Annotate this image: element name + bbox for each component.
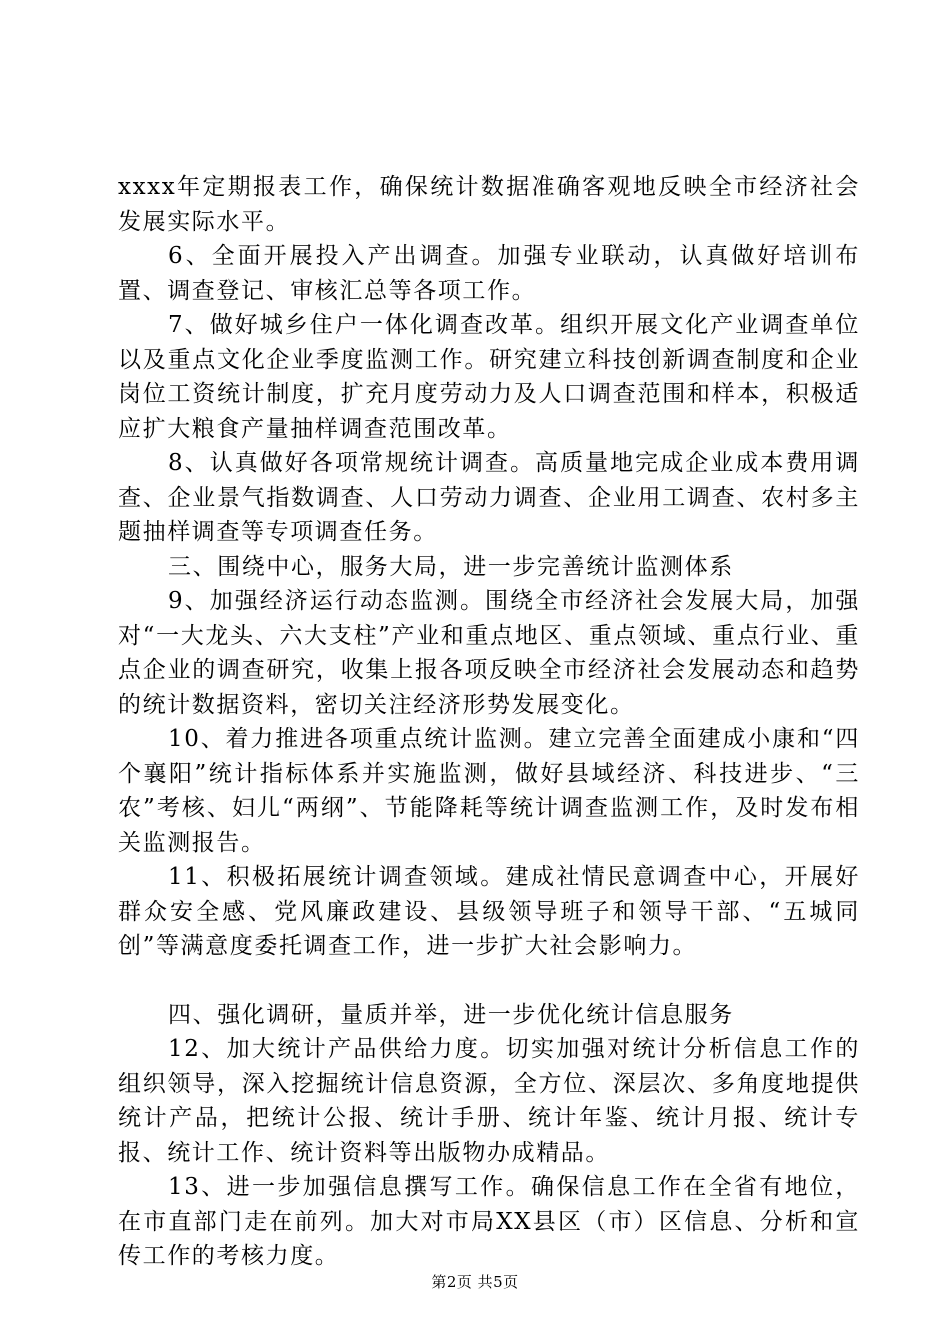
paragraph-item-12: 12、加大统计产品供给力度。切实加强对统计分析信息工作的组织领导，深入挖掘统计信息资源，全方位、深层次、多角度地提供统计产品，把统计公报、统计手册、统计年鉴、统计月报、统计专报、统计工作、统计资料等出版物办成精品。 [118, 1036, 860, 1166]
paragraph-continuation: xxxx年定期报表工作，确保统计数据准确客观地反映全市经济社会发展实际水平。 [118, 174, 860, 235]
document-body [118, 170, 860, 1274]
paragraph-item-13: 13、进一步加强信息撰写工作。确保信息工作在全省有地位，在市直部门走在前列。加大对市局XX县区（市）区信息、分析和宣传工作的考核力度。 [118, 1174, 860, 1269]
paragraph-item-6: 6、全面开展投入产出调查。加强专业联动，认真做好培训布置、调查登记、审核汇总等各项工作。 [118, 243, 860, 304]
paragraph-item-9: 9、加强经济运行动态监测。围绕全市经济社会发展大局，加强对“一大龙头、六大支柱”产业和重点地区、重点领域、重点行业、重点企业的调查研究，收集上报各项反映全市经济社会发展动态和趋势的统计数据资料，密切关注经济形势发展变化。 [118, 588, 860, 718]
page-number-footer: 第2页 共5页 [431, 1273, 519, 1291]
paragraph-item-11: 11、积极拓展统计调查领域。建成社情民意调查中心，开展好群众安全感、党风廉政建设、县级领导班子和领导干部、“五城同创”等满意度委托调查工作，进一步扩大社会影响力。 [118, 864, 860, 959]
section-heading-3: 三、围绕中心，服务大局，进一步完善统计监测体系 [168, 553, 734, 580]
paragraph-item-7: 7、做好城乡住户一体化调查改革。组织开展文化产业调查单位以及重点文化企业季度监测工作。研究建立科技创新调查制度和企业岗位工资统计制度，扩充月度劳动力及人口调查范围和样本，积极适应扩大粮食产量抽样调查范围改革。 [118, 312, 860, 442]
paragraph-item-8: 8、认真做好各项常规统计调查。高质量地完成企业成本费用调查、企业景气指数调查、人口劳动力调查、企业用工调查、农村多主题抽样调查等专项调查任务。 [118, 450, 860, 545]
section-heading-4: 四、强化调研，量质并举，进一步优化统计信息服务 [168, 1001, 734, 1028]
paragraph-item-10: 10、着力推进各项重点统计监测。建立完善全面建成小康和“四个襄阳”统计指标体系并实施监测，做好县域经济、科技进步、“三农”考核、妇儿“两纲”、节能降耗等统计调查监测工作，及时发布相关监测报告。 [118, 726, 860, 856]
